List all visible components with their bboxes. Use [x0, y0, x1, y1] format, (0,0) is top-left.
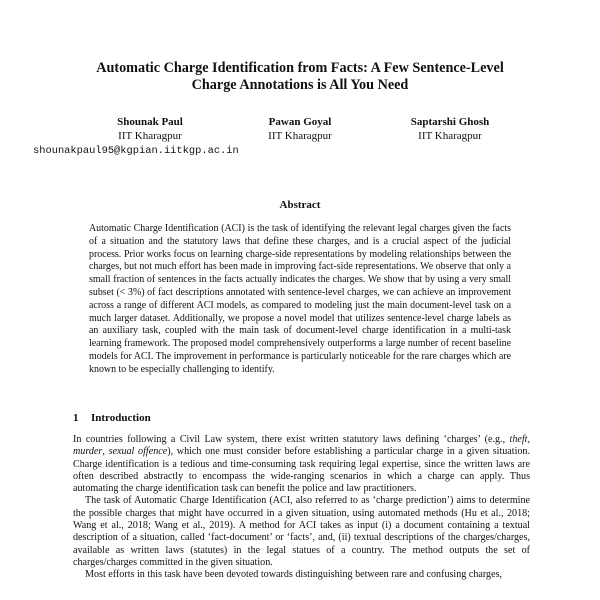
abstract-text: Automatic Charge Identification (ACI) is the task of identifying the relevant legal charges given the facts of a situation and the statutory laws that define these charges, and is a crucial aspect of the judicial process. Prior works focus on learning charge-side representations by modeling relationships between the charges, but not much effort has been made in improving fact-side representations. We observe that only a small fraction of sentences in the facts actually indicates the charges. We show that by using a very small subset (< 3%) of fact descriptions annotated with sentence-level charges, we can achieve an improvement across a range of different ACI models, as compared to modeling just the main document-level task on a much larger dataset. Additionally, we propose a novel model that utilizes sentence-level charge labels as an auxiliary task, coupled with the main task of document-level charge identification in a multi-task learning framework. The proposed model comprehensively outperforms a large number of recent baseline models for ACI. The improvement in performance is particularly noticeable for the rare charges which are known to be especially challenging to identify.: [89, 223, 511, 375]
author-affiliation: IIT Kharagpur: [118, 130, 182, 142]
author-name: Saptarshi Ghosh: [410, 116, 490, 128]
author-name: Shounak Paul: [117, 116, 183, 128]
author-affiliation: IIT Kharagpur: [418, 130, 482, 142]
example-charge: murder: [73, 446, 103, 458]
author-block: [100, 115, 200, 143]
section-title: Introduction: [91, 412, 151, 424]
separator: ,: [102, 446, 109, 458]
section-number: 1: [73, 412, 79, 424]
author-affiliation: IIT Kharagpur: [268, 130, 332, 142]
author-name: Pawan Goyal: [268, 116, 332, 128]
section-heading: [73, 412, 151, 424]
example-charge: sexual offence: [108, 446, 168, 458]
abstract-heading: Abstract: [279, 199, 321, 211]
author-block: [250, 115, 350, 143]
paragraph: [73, 434, 530, 495]
example-charge: theft: [509, 434, 528, 445]
author-email: shounakpaul95@kgpian.iitkgp.ac.in: [33, 145, 239, 157]
paragraph: The task of Automatic Charge Identification (ACI, also referred to as ‘charge prediction’) aims to determine the possible charges that might have occurred in a given situation, using automated methods (Hu et al., 2018; Wang et al., 2018; Wang et al., 2019). A method for ACI takes as input (i) a document containing a textual description of a situation, called ‘fact-document’ or ‘facts’, and, (ii) textual descriptions of the charges/charges, available as written laws (statutes) in the legal statues of a country. The method outputs the set of charges/charges committed in the given situation.: [73, 495, 530, 568]
separator: ,: [527, 434, 530, 445]
author-block: [395, 115, 505, 143]
paragraph-text: In countries following a Civil Law system, there exist written statutory laws defining ‘charges’ (e.g.,: [73, 434, 510, 445]
paragraph-text: ), which one must consider before establishing a particular charge in a given situation. Charge identification is a tedious and time-consuming task requiring legal expertise, since the written laws are often described abstractly to encompass the wide-ranging scenarios in which a charge can apply. Thus automating the charge identification task can benefit the police and law practitioners.: [73, 446, 531, 495]
paragraph: Most efforts in this task have been devoted towards distinguishing between rare and confusing charges,: [85, 569, 503, 581]
introduction-body: [73, 434, 530, 582]
paper-title: Automatic Charge Identification from Facts: A Few Sentence-Level Charge Annotations is All You Need: [96, 60, 504, 93]
